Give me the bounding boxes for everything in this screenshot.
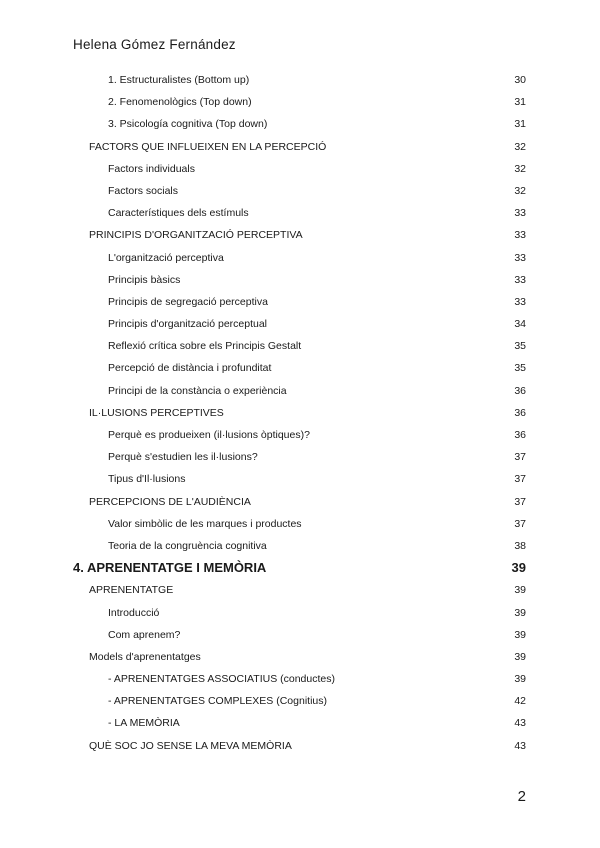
toc-section-entry[interactable] bbox=[0, 225, 600, 247]
toc-subsection-entry[interactable] bbox=[0, 691, 600, 713]
toc-entry-page: 39 bbox=[511, 560, 526, 576]
page-header-author: Helena Gómez Fernández bbox=[73, 37, 236, 52]
toc-entry-page: 33 bbox=[514, 207, 526, 220]
toc-section-entry[interactable] bbox=[0, 580, 600, 602]
toc-entry-page: 36 bbox=[514, 384, 526, 397]
toc-entry-page: 37 bbox=[514, 495, 526, 508]
toc-entry-page: 36 bbox=[514, 406, 526, 419]
toc-entry-title: QUÈ SOC JO SENSE LA MEVA MEMÒRIA bbox=[89, 739, 292, 752]
toc-entry-page: 35 bbox=[514, 340, 526, 353]
toc-entry-page: 32 bbox=[514, 140, 526, 153]
toc-entry-title: Introducció bbox=[108, 606, 160, 619]
toc-chapter-entry[interactable] bbox=[0, 558, 600, 580]
toc-entry-title: Valor simbòlic de les marques i productes bbox=[108, 517, 302, 530]
toc-subsection-entry[interactable] bbox=[0, 536, 600, 558]
toc-entry-title: Models d'aprenentatges bbox=[89, 650, 201, 663]
toc-entry-title: Reflexió crítica sobre els Principis Gestalt bbox=[108, 340, 302, 353]
toc-entry-page: 31 bbox=[514, 118, 526, 131]
toc-subsection-entry[interactable] bbox=[0, 270, 600, 292]
toc-subsection-entry[interactable] bbox=[0, 447, 600, 469]
toc-subsection-entry[interactable] bbox=[0, 713, 600, 735]
toc-entry-page: 37 bbox=[514, 473, 526, 486]
toc-entry-page: 38 bbox=[514, 539, 526, 552]
toc-entry-title: PERCEPCIONS DE L'AUDIÈNCIA bbox=[89, 495, 251, 508]
toc-entry-title: - APRENENTATGES COMPLEXES (Cognitius) bbox=[108, 695, 327, 708]
toc-entry-title: 2. Fenomenològics (Top down) bbox=[108, 96, 252, 109]
toc-subsection-entry[interactable] bbox=[0, 514, 600, 536]
toc-entry-page: 37 bbox=[514, 517, 526, 530]
toc-section-entry[interactable] bbox=[0, 647, 600, 669]
toc-entry-title: Percepció de distància i profunditat bbox=[108, 362, 272, 375]
toc-entry-title: Principis d'organització perceptual bbox=[108, 318, 268, 331]
toc-entry-page: 43 bbox=[514, 739, 526, 752]
toc-entry-title: Principis de segregació perceptiva bbox=[108, 295, 268, 308]
toc-entry-page: 33 bbox=[514, 295, 526, 308]
toc-subsection-entry[interactable] bbox=[0, 603, 600, 625]
toc-entry-title: Teoria de la congruència cognitiva bbox=[108, 539, 267, 552]
toc-subsection-entry[interactable] bbox=[0, 381, 600, 403]
toc-subsection-entry[interactable] bbox=[0, 669, 600, 691]
toc-section-entry[interactable] bbox=[0, 492, 600, 514]
toc-entry-title: 3. Psicología cognitiva (Top down) bbox=[108, 118, 268, 131]
toc-entry-page: 33 bbox=[514, 273, 526, 286]
toc-entry-title: IL·LUSIONS PERCEPTIVES bbox=[89, 406, 224, 419]
toc-entry-page: 32 bbox=[514, 162, 526, 175]
toc-section-entry[interactable] bbox=[0, 137, 600, 159]
toc-section-entry[interactable] bbox=[0, 403, 600, 425]
toc-entry-page: 39 bbox=[514, 606, 526, 619]
toc-entry-title: - APRENENTATGES ASSOCIATIUS (conductes) bbox=[108, 673, 335, 686]
toc-subsection-entry[interactable] bbox=[0, 92, 600, 114]
toc-entry-page: 37 bbox=[514, 451, 526, 464]
toc-entry-page: 43 bbox=[514, 717, 526, 730]
toc-entry-title: PRINCIPIS D'ORGANITZACIÓ PERCEPTIVA bbox=[89, 229, 303, 242]
toc-entry-page: 35 bbox=[514, 362, 526, 375]
page-number: 2 bbox=[517, 788, 526, 805]
toc-entry-page: 33 bbox=[514, 229, 526, 242]
toc-subsection-entry[interactable] bbox=[0, 181, 600, 203]
toc-subsection-entry[interactable] bbox=[0, 314, 600, 336]
toc-entry-title: FACTORS QUE INFLUEIXEN EN LA PERCEPCIÓ bbox=[89, 140, 327, 153]
toc-entry-page: 39 bbox=[514, 650, 526, 663]
toc-subsection-entry[interactable] bbox=[0, 248, 600, 270]
toc-entry-page: 39 bbox=[514, 584, 526, 597]
toc-entry-page: 34 bbox=[514, 318, 526, 331]
toc-entry-title: Característiques dels estímuls bbox=[108, 207, 249, 220]
toc-entry-title: - LA MEMÒRIA bbox=[108, 717, 180, 730]
toc-entry-title: Factors individuals bbox=[108, 162, 195, 175]
toc-entry-page: 31 bbox=[514, 96, 526, 109]
toc-subsection-entry[interactable] bbox=[0, 358, 600, 380]
toc-entry-page: 39 bbox=[514, 673, 526, 686]
toc-subsection-entry[interactable] bbox=[0, 114, 600, 136]
toc-entry-title: 4. APRENENTATGE I MEMÒRIA bbox=[73, 560, 267, 576]
toc-entry-title: Principis bàsics bbox=[108, 273, 181, 286]
toc-entry-title: 1. Estructuralistes (Bottom up) bbox=[108, 74, 250, 86]
toc-subsection-entry[interactable] bbox=[0, 159, 600, 181]
toc-entry-title: APRENENTATGE bbox=[89, 584, 174, 597]
toc-subsection-entry[interactable] bbox=[0, 203, 600, 225]
toc-entry-title: Com aprenem? bbox=[108, 628, 181, 641]
toc-entry-title: Principi de la constància o experiència bbox=[108, 384, 287, 397]
toc-entry-title: Perquè es produeixen (il·lusions òptiques)? bbox=[108, 429, 310, 441]
toc-entry-page: 39 bbox=[514, 628, 526, 641]
toc-entry-page: 32 bbox=[514, 184, 526, 197]
toc-entry-page: 36 bbox=[514, 429, 526, 441]
toc-entry-page: 33 bbox=[514, 251, 526, 264]
table-of-contents bbox=[0, 70, 600, 758]
toc-subsection-entry[interactable] bbox=[0, 292, 600, 314]
toc-subsection-entry[interactable] bbox=[0, 625, 600, 647]
toc-entry-page: 42 bbox=[514, 695, 526, 708]
toc-entry-title: Tipus d'Il·lusions bbox=[108, 473, 186, 486]
toc-entry-title: L'organització perceptiva bbox=[108, 251, 224, 264]
toc-subsection-entry[interactable] bbox=[0, 70, 600, 92]
toc-subsection-entry[interactable] bbox=[0, 425, 600, 447]
toc-entry-title: Factors socials bbox=[108, 184, 179, 197]
toc-subsection-entry[interactable] bbox=[0, 336, 600, 358]
toc-subsection-entry[interactable] bbox=[0, 469, 600, 491]
toc-entry-page: 30 bbox=[514, 74, 526, 86]
toc-section-entry[interactable] bbox=[0, 736, 600, 758]
toc-entry-title: Perquè s'estudien les il·lusions? bbox=[108, 451, 258, 464]
